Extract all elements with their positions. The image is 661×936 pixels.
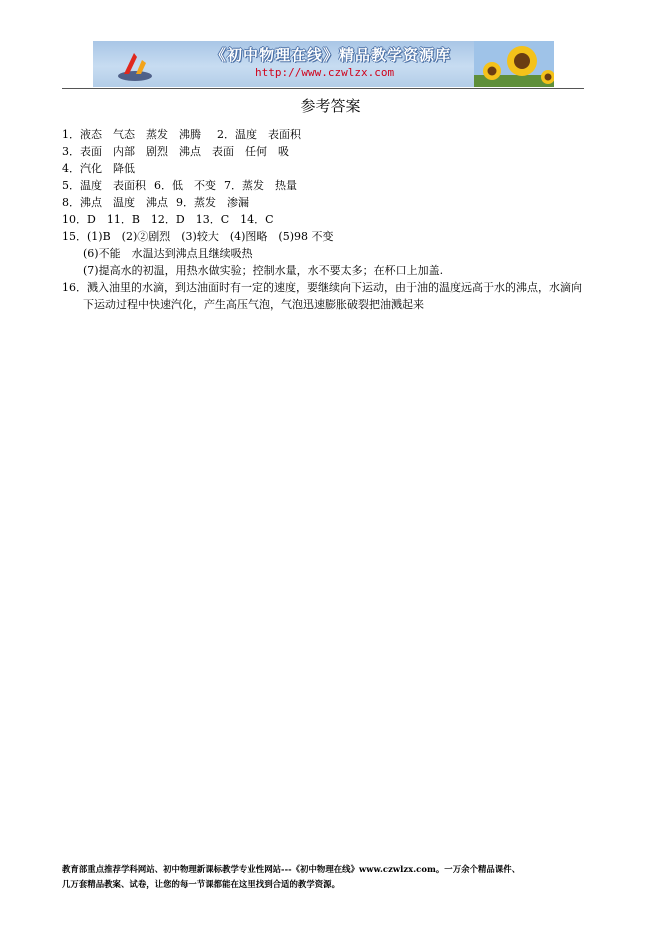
answer-line-5-7 <box>62 177 587 194</box>
answer-2: 2．温度 表面积 <box>217 128 301 141</box>
site-logo-icon <box>115 47 155 83</box>
footer-line-2: 几万套精品教案、试卷，让您的每一节课都能在这里找到合适的教学资源。 <box>62 879 341 889</box>
answer-7: 7．蒸发 热量 <box>224 179 297 192</box>
sunflower-icon <box>474 41 554 87</box>
answer-line-3: 3．表面 内部 剧烈 沸点 表面 任何 吸 <box>62 145 289 158</box>
page-footer <box>62 862 592 892</box>
answer-line-15-6: (6)不能 水温达到沸点且继续吸热 <box>83 247 253 260</box>
answer-6: 6．低 不变 <box>154 179 216 192</box>
answer-line-10-14: 10．D 11．B 12．D 13．C 14．C <box>62 213 274 226</box>
header-rule <box>62 88 584 89</box>
answer-line-16: 16．溅入油里的水滴，到达油面时有一定的速度，要继续向下运动，由于油的温度远高于水的沸点，水滴向下运动过程中快速汽化，产生高压气泡，气泡迅速膨胀破裂把油溅起来 <box>62 281 582 311</box>
answer-line-8-9 <box>62 194 587 211</box>
answer-line-1 <box>62 126 587 143</box>
answer-line-15-7: (7)提高水的初温，用热水做实验；控制水量，水不要太多；在杯口上加盖. <box>83 264 444 277</box>
answer-list <box>62 126 587 313</box>
page-title: 参考答案 <box>300 97 361 115</box>
footer-line-1: 教育部重点推荐学科网站、初中物理新课标教学专业性网站---《初中物理在线》www.czwlzx.com。一万余个精品课件、 <box>62 864 521 874</box>
answer-line-4: 4．汽化 降低 <box>62 162 135 175</box>
answer-8: 8．沸点 温度 沸点 <box>62 196 168 209</box>
answer-line-15: 15．(1)B (2)②剧烈 (3)较大 (4)图略 (5)98 不变 <box>62 230 334 243</box>
banner-url[interactable]: http://www.czwlzx.com <box>255 66 395 79</box>
answer-9: 9．蒸发 渗漏 <box>176 196 249 209</box>
answer-1: 1．液态 气态 蒸发 沸腾 <box>62 128 201 141</box>
site-banner <box>93 41 554 87</box>
answer-5: 5．温度 表面积 <box>62 179 146 192</box>
banner-title: 《初中物理在线》精品教学资源库 <box>211 46 452 64</box>
